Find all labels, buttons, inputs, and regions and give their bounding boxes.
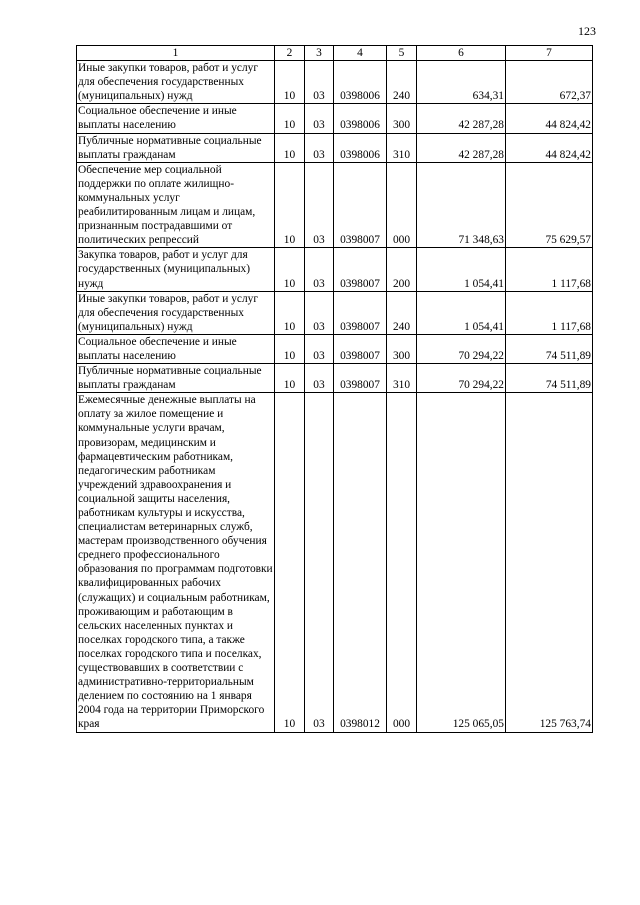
row-subsection: 03 [305,162,334,248]
row-section: 10 [275,162,305,248]
row-amount-col7: 1 117,68 [506,248,593,291]
column-header: 2 [275,46,305,61]
row-amount-col6: 1 054,41 [417,291,506,334]
row-expense-type: 200 [387,248,417,291]
row-name: Социальное обеспечение и иные выплаты населению [77,334,275,363]
row-name: Ежемесячные денежные выплаты на оплату за жилое помещение и коммунальные услуги врачам, провизорам, медицинским и фармацевтическим работникам, педагогическим работникам учреждений здравоохранения и социальной защиты населения, работникам культуры и искусства, специалистам ветеринарных служб, мастерам производственного обучения среднего профессионального образования по программам подготовки квалифицированных рабочих (служащих) и социальным работникам, проживающим и работающим в сельских населенных пунктах и поселках городского типа, а также поселках городского типа и поселках, существовавших в соответствии с административно-территориальным делением по состоянию на 1 января 2004 года на территории Приморского края [78,394,273,731]
page-number: 123 [578,24,596,38]
row-name: Публичные нормативные социальные выплаты гражданам [77,133,275,162]
row-expense-type: 240 [387,61,417,104]
row-expense-type: 310 [387,133,417,162]
row-name: Социальное обеспечение и иные выплаты населению [77,104,275,133]
row-subsection: 03 [305,334,334,363]
row-amount-col7: 672,37 [506,61,593,104]
row-section: 10 [275,104,305,133]
table-row [77,248,593,291]
table-row [77,393,593,732]
row-amount-col7: 44 824,42 [506,133,593,162]
table-row [77,291,593,334]
row-target-article: 0398012 [334,393,387,732]
row-section: 10 [275,61,305,104]
row-amount-col7: 74 511,89 [506,334,593,363]
row-name: Закупка товаров, работ и услуг для государственных (муниципальных) нужд [77,248,275,291]
budget-table [76,45,593,733]
column-header: 6 [417,46,506,61]
column-header: 1 [77,46,275,61]
row-amount-col7: 1 117,68 [506,291,593,334]
row-expense-type: 000 [387,393,417,732]
row-section: 10 [275,393,305,732]
row-section: 10 [275,133,305,162]
row-target-article: 0398007 [334,291,387,334]
table-row [77,133,593,162]
table-header-row [77,46,593,61]
column-header: 5 [387,46,417,61]
row-name: Публичные нормативные социальные выплаты гражданам [77,364,275,393]
row-target-article: 0398007 [334,334,387,363]
row-amount-col6: 634,31 [417,61,506,104]
row-subsection: 03 [305,61,334,104]
row-amount-col6: 42 287,28 [417,133,506,162]
row-subsection: 03 [305,364,334,393]
row-expense-type: 300 [387,334,417,363]
table-row [77,162,593,248]
row-amount-col6: 125 065,05 [417,393,506,732]
row-target-article: 0398006 [334,104,387,133]
row-expense-type: 300 [387,104,417,133]
row-name: Иные закупки товаров, работ и услуг для обеспечения государственных (муниципальных) нужд [77,61,275,104]
row-name: Иные закупки товаров, работ и услуг для обеспечения государственных (муниципальных) нужд [77,291,275,334]
row-amount-col7: 44 824,42 [506,104,593,133]
row-section: 10 [275,291,305,334]
row-subsection: 03 [305,248,334,291]
row-subsection: 03 [305,104,334,133]
table-row [77,61,593,104]
row-amount-col7: 125 763,74 [506,393,593,732]
table-row [77,104,593,133]
table-row [77,334,593,363]
column-header: 7 [506,46,593,61]
row-amount-col6: 71 348,63 [417,162,506,248]
row-section: 10 [275,248,305,291]
row-amount-col7: 75 629,57 [506,162,593,248]
row-section: 10 [275,364,305,393]
row-subsection: 03 [305,133,334,162]
row-target-article: 0398006 [334,133,387,162]
row-target-article: 0398007 [334,162,387,248]
column-header: 4 [334,46,387,61]
row-subsection: 03 [305,291,334,334]
row-amount-col6: 1 054,41 [417,248,506,291]
row-target-article: 0398006 [334,61,387,104]
row-name: Обеспечение мер социальной поддержки по оплате жилищно-коммунальных услуг реабилитированным лицам и лицам, признанным пострадавшими от политических репрессий [77,162,275,248]
row-expense-type: 000 [387,162,417,248]
row-section: 10 [275,334,305,363]
row-amount-col6: 70 294,22 [417,364,506,393]
row-amount-col6: 42 287,28 [417,104,506,133]
row-expense-type: 240 [387,291,417,334]
row-amount-col7: 74 511,89 [506,364,593,393]
table-row [77,364,593,393]
row-amount-col6: 70 294,22 [417,334,506,363]
row-expense-type: 310 [387,364,417,393]
row-target-article: 0398007 [334,364,387,393]
column-header: 3 [305,46,334,61]
row-target-article: 0398007 [334,248,387,291]
row-subsection: 03 [305,393,334,732]
